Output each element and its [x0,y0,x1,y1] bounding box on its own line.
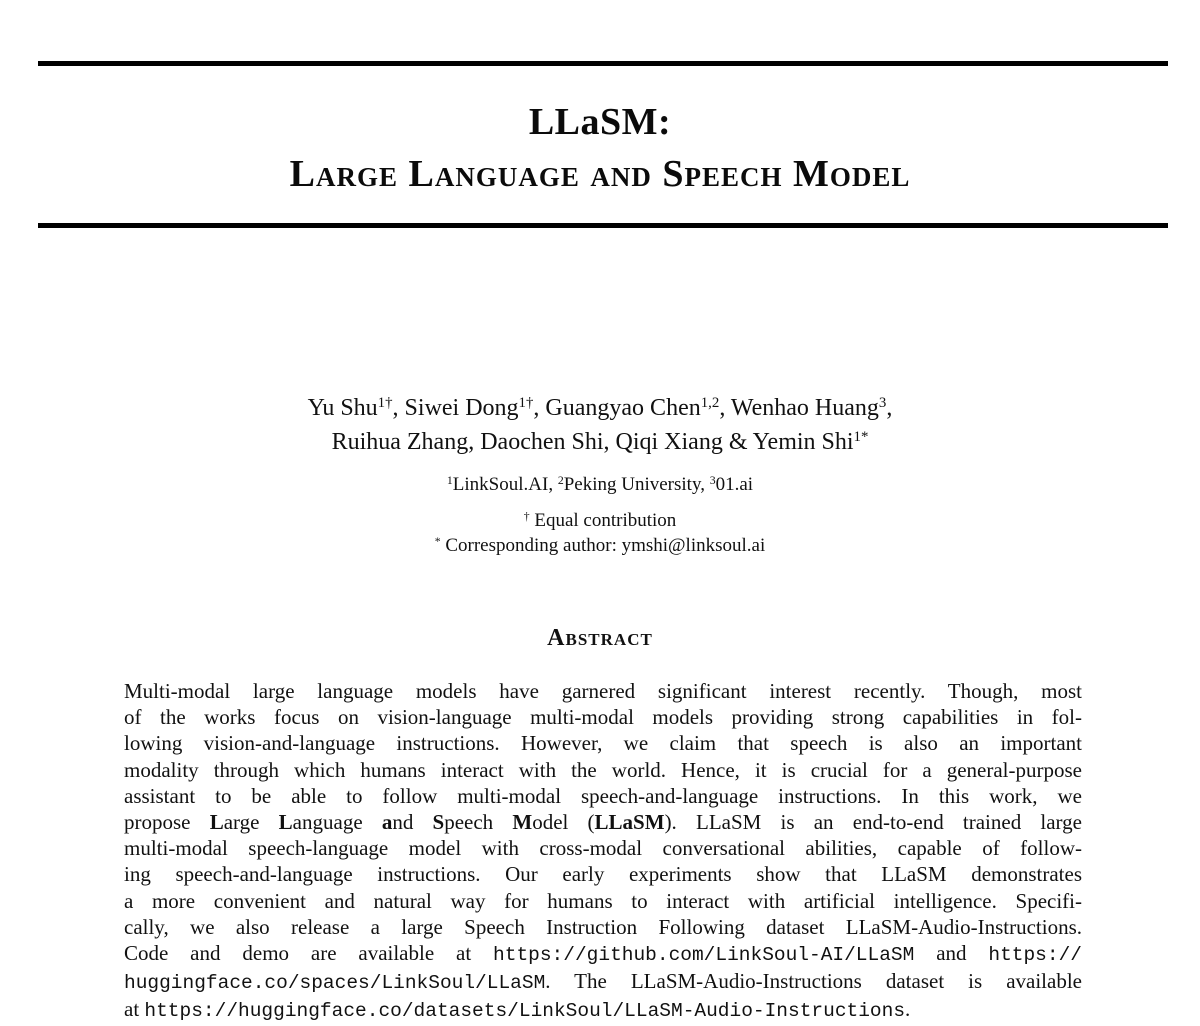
affil-mark: 1 [446,473,453,487]
huggingface-space-link-cont[interactable]: huggingface.co/spaces/LinkSoul/LLaSM [124,972,546,995]
abstract-line: modality through which humans interact with the world. Hence, it is crucial for a general-purpose [124,757,1082,782]
bottom-rule [38,223,1168,228]
author-list-line-2 [0,425,1200,459]
corresponding-author-note [0,533,1200,558]
bold-initial: M [512,810,533,835]
abstract-body [124,678,1082,1025]
affil-name: 01.ai [715,474,754,495]
asterisk-mark: * [434,534,441,548]
abstract-line-links-2 [124,968,1082,996]
abstract-line-dataset-link [124,996,1082,1024]
bold-acronym: LLaSM [594,810,665,835]
affil-mark: 2 [557,473,564,487]
author-affil-mark: 1,2 [700,394,720,411]
affil-name: Peking University [563,474,701,495]
text-run: . [905,997,911,1022]
bold-initial: a [381,810,393,835]
abstract-line: assistant to be able to follow multi-modal speech-and-language instructions. In this work, we [124,783,1082,808]
author-name: Wenhao Huang [730,395,879,421]
title-text-1: LLaSM: [528,101,672,143]
dagger-mark: † [523,509,530,523]
abstract-line: Multi-modal large language models have garnered significant interest recently. Though, most [124,679,1082,703]
abstract-line: multi-modal speech-language model with cross-modal conversational abilities, capable of follow- [124,836,1082,861]
abstract-heading-text: Abstract [547,625,653,651]
bold-initial: L [209,810,224,835]
author-name: Guangyao Chen [545,395,701,421]
abstract-heading [0,622,1200,654]
paper-title-line-1 [0,98,1200,146]
abstract-line: a more convenient and natural way for humans to interact with artificial intelligence. Specifi- [124,888,1082,913]
text-run: ). LLaSM is an end-to-end trained large [664,810,1082,835]
text-run: and [914,941,989,966]
abstract-line: ing speech-and-language instructions. Our early experiments show that LLaSM demonstrates [124,862,1082,887]
equal-contribution-note [0,508,1200,533]
paper-title-line-2 [0,150,1200,198]
author-name: Siwei Dong [404,395,519,421]
text-run: arge [223,810,279,835]
corresponding-author-text: Corresponding author: ymshi@linksoul.ai [445,535,766,556]
github-link[interactable]: https://github.com/LinkSoul-AI/LLaSM [493,944,915,967]
abstract-line: of the works focus on vision-language multi-modal models providing strong capabilities in fol- [124,705,1082,730]
author-affil-mark: 3 [878,394,887,411]
text-run: odel ( [532,810,595,835]
text-run: Code and demo are available at [124,941,494,966]
abstract-line: cally, we also release a large Speech Instruction Following dataset LLaSM-Audio-Instructions. [124,914,1082,939]
author-names: Ruihua Zhang, Daochen Shi, Qiqi Xiang & Yemin Shi [331,429,854,455]
text-run: nd [392,810,433,835]
bold-initial: L [278,810,293,835]
author-affil-mark: 1* [853,428,869,445]
abstract-line: lowing vision-and-language instructions. However, we claim that speech is also an important [124,731,1082,756]
text-run: at [124,997,145,1022]
dataset-link[interactable]: https://huggingface.co/datasets/LinkSoul/LLaSM-Audio-Instructions [144,1000,906,1023]
author-affil-mark: 1† [518,394,534,411]
abstract-line-model-name [124,809,1082,835]
text-run: . The LLaSM-Audio-Instructions dataset is available [545,969,1082,994]
bold-initial: S [432,810,445,835]
author-affil-mark: 1† [377,394,393,411]
affil-mark: 3 [709,473,716,487]
abstract-line-links [124,940,1082,968]
author-name: Yu Shu [307,395,378,421]
title-text-2: Large Language and Speech Model [289,153,911,195]
text-run: propose [124,810,210,835]
affil-name: LinkSoul.AI [452,474,549,495]
top-rule [38,61,1168,66]
author-list-line-1: Yu Shu$^{1\dagger}$, Siwei Dong$^{1\dagger}$, Guangyao Chen$^{1,2}$, Wenhao Huang$^3$, [307,394,893,421]
huggingface-space-link[interactable]: https:// [988,944,1082,967]
equal-contribution-text: Equal contribution [534,510,677,531]
text-run: peech [444,810,513,835]
affiliations: $^1$LinkSoul.AI, $^2$Peking University, $^3$01.ai [446,473,754,495]
text-run: anguage [292,810,382,835]
